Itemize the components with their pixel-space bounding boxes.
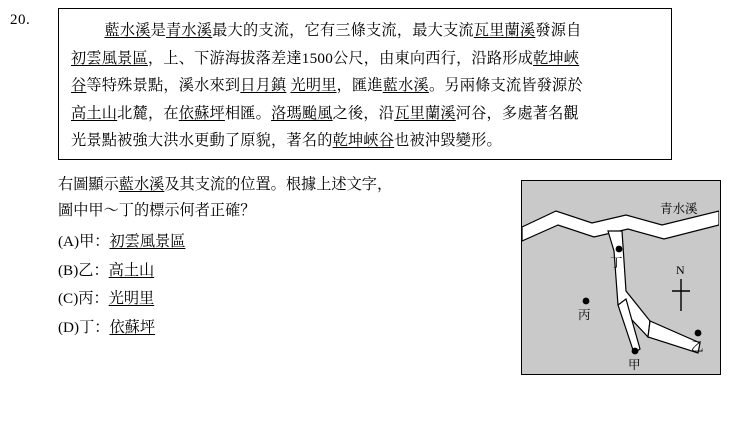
map-label-jia: 甲 bbox=[628, 358, 641, 372]
point-marker-jia bbox=[632, 348, 639, 355]
compass-north-label: N bbox=[676, 263, 685, 277]
option-b-key: (B) bbox=[58, 261, 79, 279]
question-number: 20. bbox=[10, 12, 31, 28]
map-label-ding: 丁 bbox=[610, 256, 623, 270]
passage-text bbox=[71, 17, 661, 155]
question-prompt bbox=[58, 172, 518, 224]
passage-line-4: 高土山北麓，在依蘇坪相匯。洛瑪颱風之後，沿瓦里蘭溪河谷，多處著名觀 bbox=[71, 104, 579, 122]
option-c-subject: 丙： bbox=[78, 290, 109, 307]
passage-line-5: 光景點被強大洪水更動了原貌，著名的乾坤峽谷也被沖毀變形。 bbox=[71, 132, 502, 149]
prompt-line-1: 右圖顯示藍水溪及其支流的位置。根據上述文字， bbox=[58, 176, 393, 193]
point-marker-ding bbox=[616, 246, 623, 253]
option-c-key: (C) bbox=[58, 290, 79, 307]
option-b-answer: 高土山 bbox=[108, 261, 155, 279]
point-marker-bing bbox=[583, 298, 590, 305]
option-a-answer: 初雲風景區 bbox=[109, 233, 186, 250]
option-c-answer: 光明里 bbox=[108, 290, 155, 307]
option-a-subject: 甲： bbox=[79, 233, 110, 250]
map-label-qingshuixi: 青水溪 bbox=[660, 202, 698, 216]
option-b-subject: 乙： bbox=[78, 261, 109, 279]
map-label-bing: 丙 bbox=[578, 308, 591, 322]
option-d-key: (D) bbox=[58, 318, 80, 336]
option-a[interactable] bbox=[58, 228, 358, 257]
option-b[interactable] bbox=[58, 257, 358, 286]
prompt-line-2: 圖中甲～丁的標示何者正確？ bbox=[58, 202, 256, 219]
option-c[interactable] bbox=[58, 285, 358, 314]
option-a-key: (A) bbox=[58, 233, 80, 250]
point-marker-yi bbox=[695, 330, 702, 337]
options-list bbox=[58, 228, 358, 342]
option-d-answer: 依蘇坪 bbox=[109, 318, 156, 336]
map-frame bbox=[521, 180, 721, 375]
passage-box bbox=[58, 8, 672, 160]
option-d-subject: 丁： bbox=[79, 318, 110, 336]
passage-line-3: 谷等特殊景點，溪水來到日月鎮 光明里，匯進藍水溪。另兩條支流皆發源於 bbox=[71, 77, 583, 94]
passage-line-2: 初雲風景區，上、下游海拔落差達1500公尺，由東向西行，沿路形成乾坤峽 bbox=[71, 49, 580, 67]
option-d[interactable] bbox=[58, 314, 358, 343]
passage-line-1: 藍水溪是青水溪最大的支流，它有三條支流，最大支流瓦里蘭溪發源自 bbox=[104, 22, 582, 39]
map-figure bbox=[521, 180, 721, 375]
map-label-yi: 乙 bbox=[691, 340, 704, 354]
